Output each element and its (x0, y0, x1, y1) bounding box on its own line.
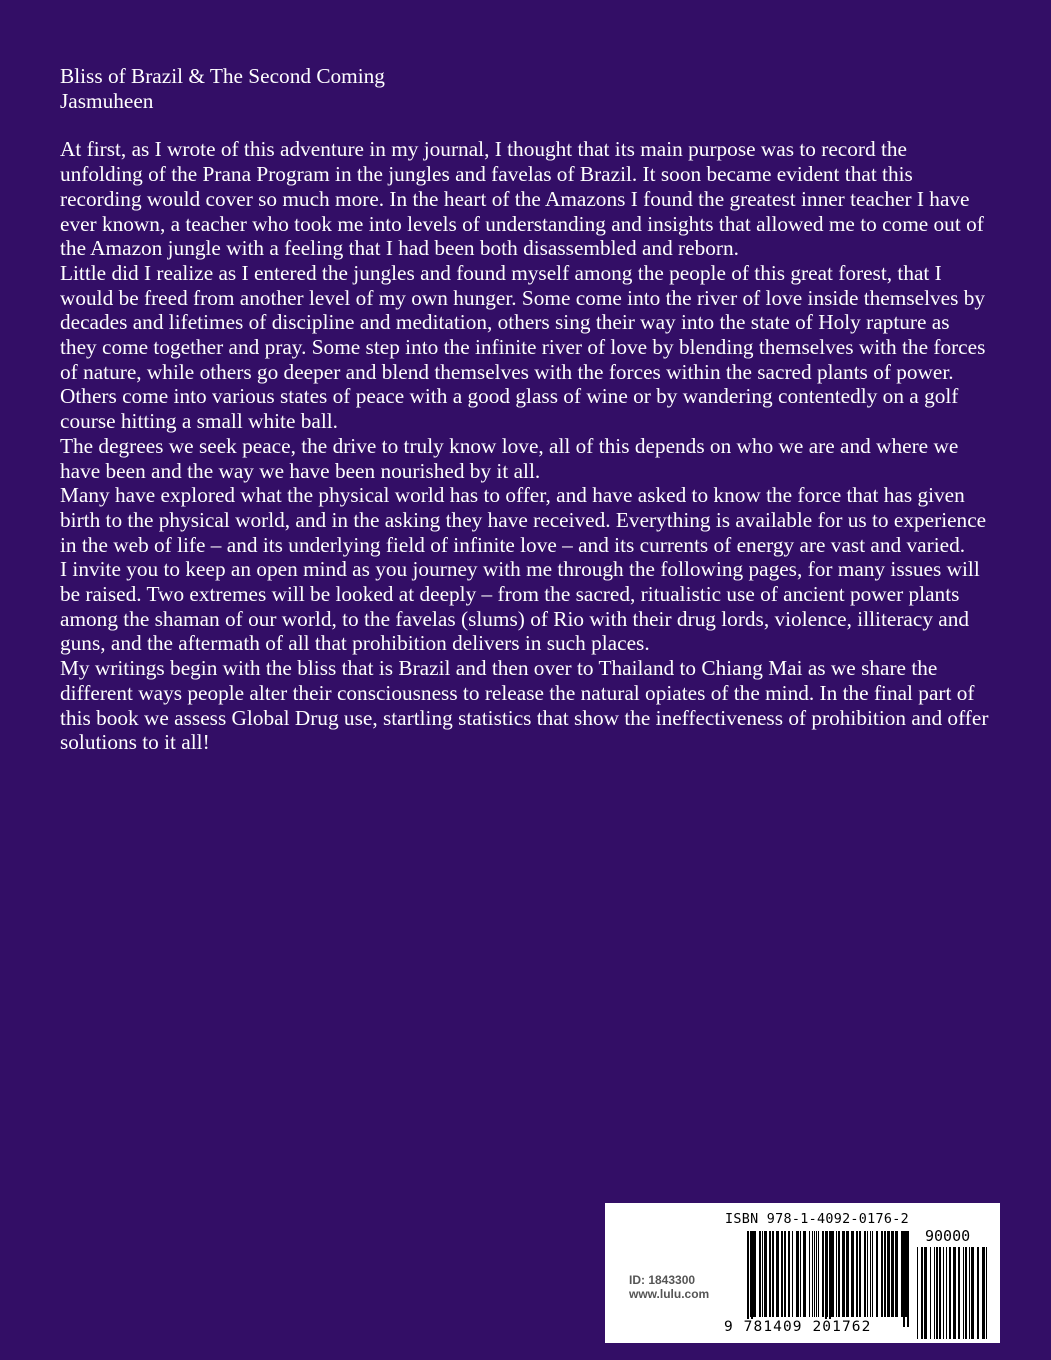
addon-barcode-bar (934, 1247, 935, 1339)
spacer (60, 113, 990, 137)
lulu-id-block (629, 1273, 709, 1301)
barcode-bar (759, 1231, 761, 1317)
barcode-bar (784, 1231, 786, 1317)
barcode-bar (870, 1231, 871, 1317)
barcode-bar (809, 1231, 810, 1317)
addon-barcode-bar (982, 1247, 985, 1339)
barcode-bar (762, 1231, 763, 1317)
addon-barcode-bar (946, 1247, 947, 1339)
barcode-bar (887, 1231, 890, 1317)
barcode-guard-bar (751, 1231, 753, 1327)
barcode-bar (881, 1231, 883, 1317)
addon-barcode-bar (977, 1247, 979, 1339)
paragraph-6: My writings begin with the bliss that is Brazil and then over to Thailand to Chiang Mai as we share the different ways people alter their consciousness to release the natural opiates of the mind. In the final part of this book we assess Global Drug use, startling statistics that show the ineffectiveness of prohibition and offer solutions to it all! (60, 656, 989, 755)
book-title: Bliss of Brazil & The Second Coming (60, 64, 385, 88)
barcode-bar (891, 1231, 894, 1317)
addon-barcode-bar (958, 1247, 960, 1339)
addon-barcode-bar (921, 1247, 923, 1339)
barcode-bar (769, 1231, 771, 1317)
barcode-bar (750, 1231, 751, 1317)
barcode-bar (859, 1231, 861, 1317)
barcode-bar (842, 1231, 845, 1317)
lulu-id: ID: 1843300 (629, 1273, 696, 1287)
barcode-box (605, 1203, 1000, 1343)
addon-barcode-bar (917, 1247, 918, 1339)
barcode-bar (867, 1231, 868, 1317)
addon-barcode-bar (953, 1247, 956, 1339)
addon-barcode-bar (949, 1247, 951, 1339)
addon-barcode-bar (986, 1247, 987, 1339)
barcode-bar (796, 1231, 799, 1317)
barcode-bar (822, 1231, 824, 1317)
barcode-bar (851, 1231, 854, 1317)
book-author: Jasmuheen (60, 88, 154, 113)
addon-barcode-bar (939, 1247, 941, 1339)
barcode-bar (864, 1231, 866, 1317)
addon-barcode-bar (963, 1247, 964, 1339)
addon-barcode-bar (930, 1247, 931, 1339)
paragraph-3: The degrees we seek peace, the drive to truly know love, all of this depends on who we are and where we have been and the way we have been nourished by it all. (60, 433, 959, 483)
barcode-guard-bar (747, 1231, 749, 1327)
barcode-guard-bar (825, 1231, 827, 1327)
barcode-bar (895, 1231, 898, 1317)
paragraph-1: At first, as I wrote of this adventure in my journal, I thought that its main purpose was to record the unfolding of the Prana Program in the jungles and favelas of Brazil. It soon became evident that this recording would cover so much more. In the heart of the Amazons I found the greatest inner teacher I have ever known, a teacher who took me into levels of understanding and insights that allowed me to come out of the Amazon jungle with a feeling that I had been both disassembled and reborn. (60, 137, 984, 261)
barcode-bar (803, 1231, 806, 1317)
addon-barcode-bar (943, 1247, 944, 1339)
barcode-bar (800, 1231, 801, 1317)
barcode-bar (781, 1231, 783, 1317)
barcode-bar (856, 1231, 858, 1317)
barcode-bar (846, 1231, 849, 1317)
addon-barcode-bar (965, 1247, 967, 1339)
barcode-guard-bar (907, 1231, 909, 1327)
barcode-bar (831, 1231, 834, 1317)
barcode-bar (838, 1231, 840, 1317)
isbn-label: ISBN 978-1-4092-0176-2 (725, 1212, 909, 1227)
barcode-bar (814, 1231, 815, 1317)
back-cover-text (60, 64, 990, 755)
barcode-bar (792, 1231, 793, 1317)
barcode-bar (884, 1231, 886, 1317)
barcode-bar (818, 1231, 819, 1317)
barcode-bar (816, 1231, 817, 1317)
paragraph-2: Little did I realize as I entered the jungles and found myself among the people of this great forest, that I would be freed from another level of my own hunger. Some come into the river of love inside themselves by decades and lifetimes of discipline and meditation, others sing their way into the state of Holy rapture as they come together and pray. Some step into the infinite river of love by blending themselves with the forces of nature, while others go deeper and blend themselves with the forces within the sacred plants of power. Others come into various states of peace with a good glass of wine or by wandering contentedly on a golf course hitting a small white ball. (60, 260, 986, 434)
barcode-bar (836, 1231, 837, 1317)
barcode-bar (753, 1231, 756, 1317)
addon-barcode-bar (936, 1247, 938, 1339)
addon-barcode-bar (924, 1247, 927, 1339)
barcode-bar (776, 1231, 779, 1317)
barcode-bar (764, 1231, 767, 1317)
barcode-bar (876, 1231, 878, 1317)
ean-digits: 9 781409 201762 (724, 1319, 872, 1335)
barcode-bar (872, 1231, 873, 1317)
addon-barcode-bar (969, 1247, 970, 1339)
barcode-guard-bar (829, 1231, 831, 1327)
paragraph-4: Many have explored what the physical world has to offer, and have asked to know the force that has given birth to the physical world, and in the asking they have received. Everything is available for us to experience in the web of life – and its underlying field of infinite love – and its currents of energy are vast and varied. (60, 483, 987, 557)
price-code: 90000 (925, 1227, 971, 1245)
barcode-bar (812, 1231, 813, 1317)
addon-barcode-bar (971, 1247, 974, 1339)
lulu-site: www.lulu.com (629, 1287, 710, 1301)
barcode-bar (788, 1231, 790, 1317)
barcode-bar (772, 1231, 774, 1317)
barcode-guard-bar (903, 1231, 905, 1327)
paragraph-5: I invite you to keep an open mind as you journey with me through the following pages, for many issues will be raised. Two extremes will be looked at deeply – from the sacred, ritualistic use of ancient power plants among the shaman of our world, to the favelas (slums) of Rio with their drug lords, violence, illiteracy and guns, and the aftermath of all that prohibition delivers in such places. (60, 557, 980, 656)
